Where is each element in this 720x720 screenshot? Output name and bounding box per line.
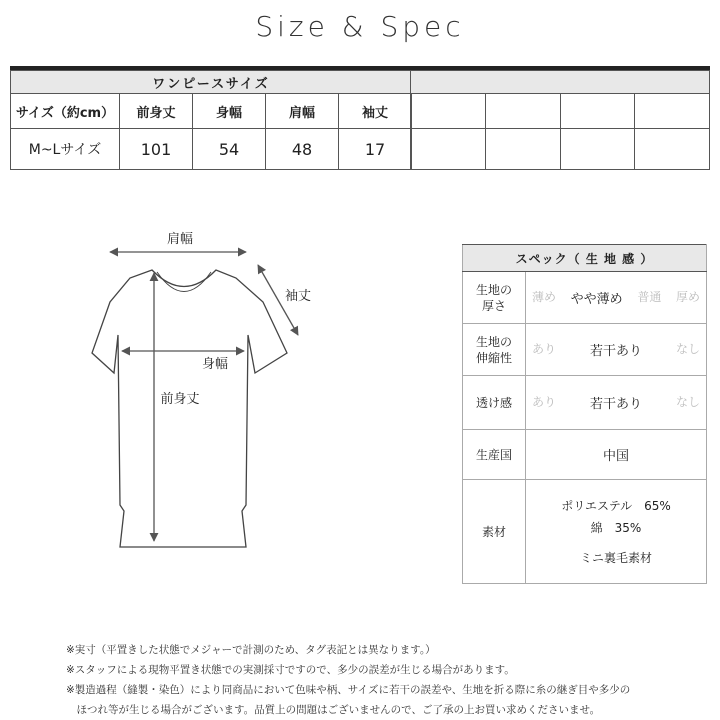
column-header-shoulder: 肩幅 [266,94,339,129]
option-thin: 薄め [532,290,557,304]
shoulder-cell: 48 [266,129,339,170]
notes [66,640,716,720]
size-table-header: ワンピースサイズ [11,71,412,94]
table-row [11,129,412,170]
option-slightly-thin: やや薄め [570,292,623,307]
spec-label: 透け感 [463,376,526,430]
material-line: 綿 35% [590,520,642,535]
note-line: ほつれ等が生じる場合がございます。品質上の問題はございませんので、ご了承の上お買い求めくださいませ。 [66,704,601,716]
spec-label: 素材 [463,480,526,584]
option-none: なし [675,342,700,356]
garment-diagram [60,225,390,565]
note-line: ※実寸（平置きした状態でメジャーで計測のため、タグ表記とは異なります。） [66,644,436,656]
size-table [10,70,412,170]
option-none: なし [675,395,700,409]
spec-row-stretch [463,324,707,376]
column-header-length: 前身丈 [120,94,193,129]
spec-row-sheerness [463,376,707,430]
option-slight: 若干あり [589,397,642,412]
column-header-size: サイズ（約cm） [11,94,120,129]
blank-size-table [410,70,710,170]
size-table-section [10,66,710,178]
option-yes: あり [532,342,557,356]
spec-label: 生地の 厚さ [463,272,526,324]
garment-outline [92,270,287,547]
length-label: 前身丈 [160,392,200,407]
origin-value: 中国 [526,430,707,480]
body-width-cell: 54 [193,129,266,170]
option-slight: 若干あり [589,344,642,359]
spec-label: 生産国 [463,430,526,480]
column-header-sleeve: 袖丈 [339,94,412,129]
sleeve-cell: 17 [339,129,412,170]
neckline-inner [157,272,211,292]
body-width-label: 身幅 [201,357,229,372]
material-line: ポリエステル 65% [561,498,671,513]
material-note: ミニ裏毛素材 [579,550,652,565]
note-line: ※製造過程（縫製・染色）により同商品において色味や柄、サイズに若干の誤差や、生地を折る際に糸の継ぎ目や多少の [66,684,631,696]
column-header-body-width: 身幅 [193,94,266,129]
option-thick: 厚め [675,290,700,304]
sleeve-label: 袖丈 [284,289,312,304]
note-line: ※スタッフによる現物平置き状態での実測採寸ですので、多少の誤差が生じる場合があります。 [66,664,515,676]
page-title: Size & Spec [255,10,465,43]
option-yes: あり [532,395,557,409]
spec-row-origin [463,430,707,480]
option-normal: 普通 [637,290,662,304]
spec-row-material [463,480,707,584]
size-cell: M~Lサイズ [11,129,120,170]
spec-table-header: スペック（ 生 地 感 ） [463,245,707,272]
spec-label: 生地の 伸縮性 [463,324,526,376]
spec-row-thickness [463,272,707,324]
spec-table [462,244,707,584]
length-cell: 101 [120,129,193,170]
shoulder-label: 肩幅 [166,232,194,247]
